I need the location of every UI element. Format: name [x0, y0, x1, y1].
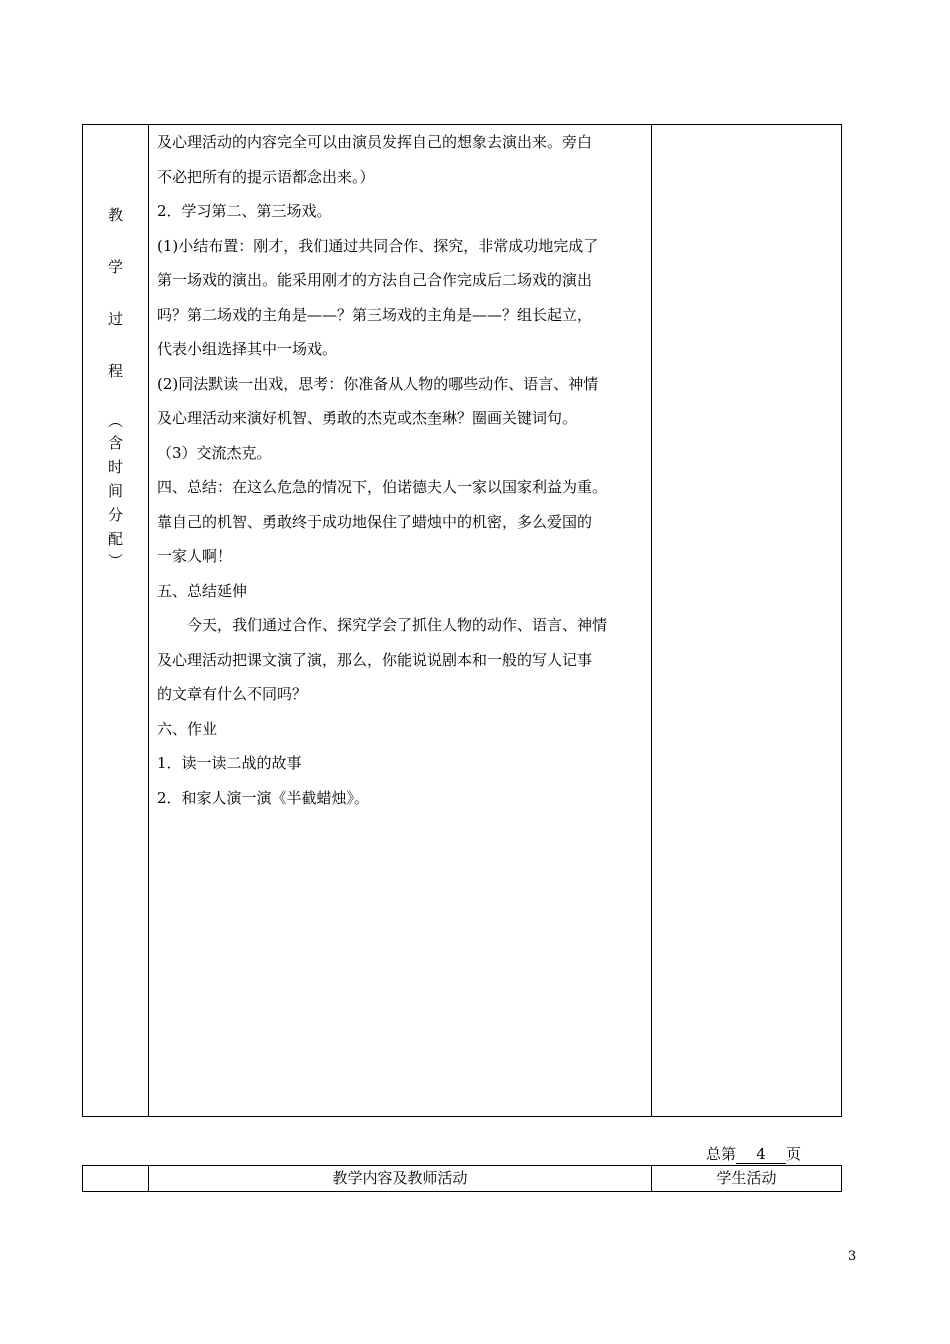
column-divider: [651, 125, 652, 1116]
content-line: 及心理活动的内容完全可以由演员发挥自己的想象去演出来。旁白: [157, 133, 593, 151]
content-line: 靠自己的机智、勇敢终于成功地保住了蜡烛中的机密，多么爱国的: [157, 512, 593, 531]
page-number: 3: [848, 1249, 857, 1264]
content-line: 不必把所有的提示语都念出来。）: [157, 167, 375, 186]
content-line: 2．和家人演一演《半截蜡烛》。: [157, 788, 370, 807]
header-student-activity: 学生活动: [716, 1169, 777, 1187]
label-char: 教: [107, 206, 123, 224]
lesson-table: [82, 124, 842, 1117]
label-char: 分: [107, 506, 123, 524]
section-label: [83, 203, 148, 571]
content-line: （3）交流杰克。: [157, 443, 272, 462]
content-line: 的文章有什么不同吗？: [157, 685, 308, 703]
label-char: 学: [107, 258, 123, 276]
content-line: 今天，我们通过合作、探究学会了抓住人物的动作、语言、神情: [187, 616, 608, 634]
next-table-header: [82, 1165, 842, 1192]
content-line: 吗？第二场戏的主角是——？第三场戏的主角是——？组长起立，: [157, 305, 593, 324]
content-line: (1)小结布置：刚才，我们通过共同合作、探究，非常成功地完成了: [157, 236, 599, 255]
content-line: 2．学习第二、第三场戏。: [157, 202, 332, 220]
label-char: 间: [107, 482, 123, 500]
content-line: 四、总结：在这么危急的情况下，伯诺德夫人一家以国家利益为重。: [157, 478, 608, 496]
content-line: 五、总结延伸: [157, 581, 248, 600]
total-suffix: 页: [786, 1145, 802, 1163]
content-line: 一家人啊！: [157, 547, 233, 565]
label-char: 配: [107, 530, 123, 548]
teaching-content: [157, 125, 647, 815]
total-page-count: [706, 1143, 801, 1164]
content-line: 1．读一读二战的故事: [157, 754, 302, 772]
content-line: (2)同法默读一出戏，思考：你准备从人物的哪些动作、语言、神情: [157, 374, 599, 393]
total-prefix: 总第: [706, 1145, 737, 1163]
content-line: 及心理活动来演好机智、勇敢的杰克或杰奎琳？圈画关键词句。: [157, 409, 578, 427]
label-char: 过: [107, 310, 123, 328]
label-paren-open: ︵: [107, 412, 123, 430]
label-char: 时: [107, 458, 123, 476]
label-paren-close: ︶: [107, 552, 123, 570]
label-char: 程: [107, 362, 123, 380]
content-line: 六、作业: [157, 719, 218, 738]
column-divider: [148, 125, 149, 1116]
content-line: 及心理活动把课文演了演，那么，你能说说剧本和一般的写人记事: [157, 650, 593, 669]
total-number: 4: [736, 1146, 786, 1164]
header-teaching-content: 教学内容及教师活动: [332, 1169, 468, 1187]
content-line: 第一场戏的演出。能采用刚才的方法自己合作完成后二场戏的演出: [157, 271, 593, 289]
label-char: 含: [107, 434, 123, 452]
content-line: 代表小组选择其中一场戏。: [157, 340, 338, 358]
